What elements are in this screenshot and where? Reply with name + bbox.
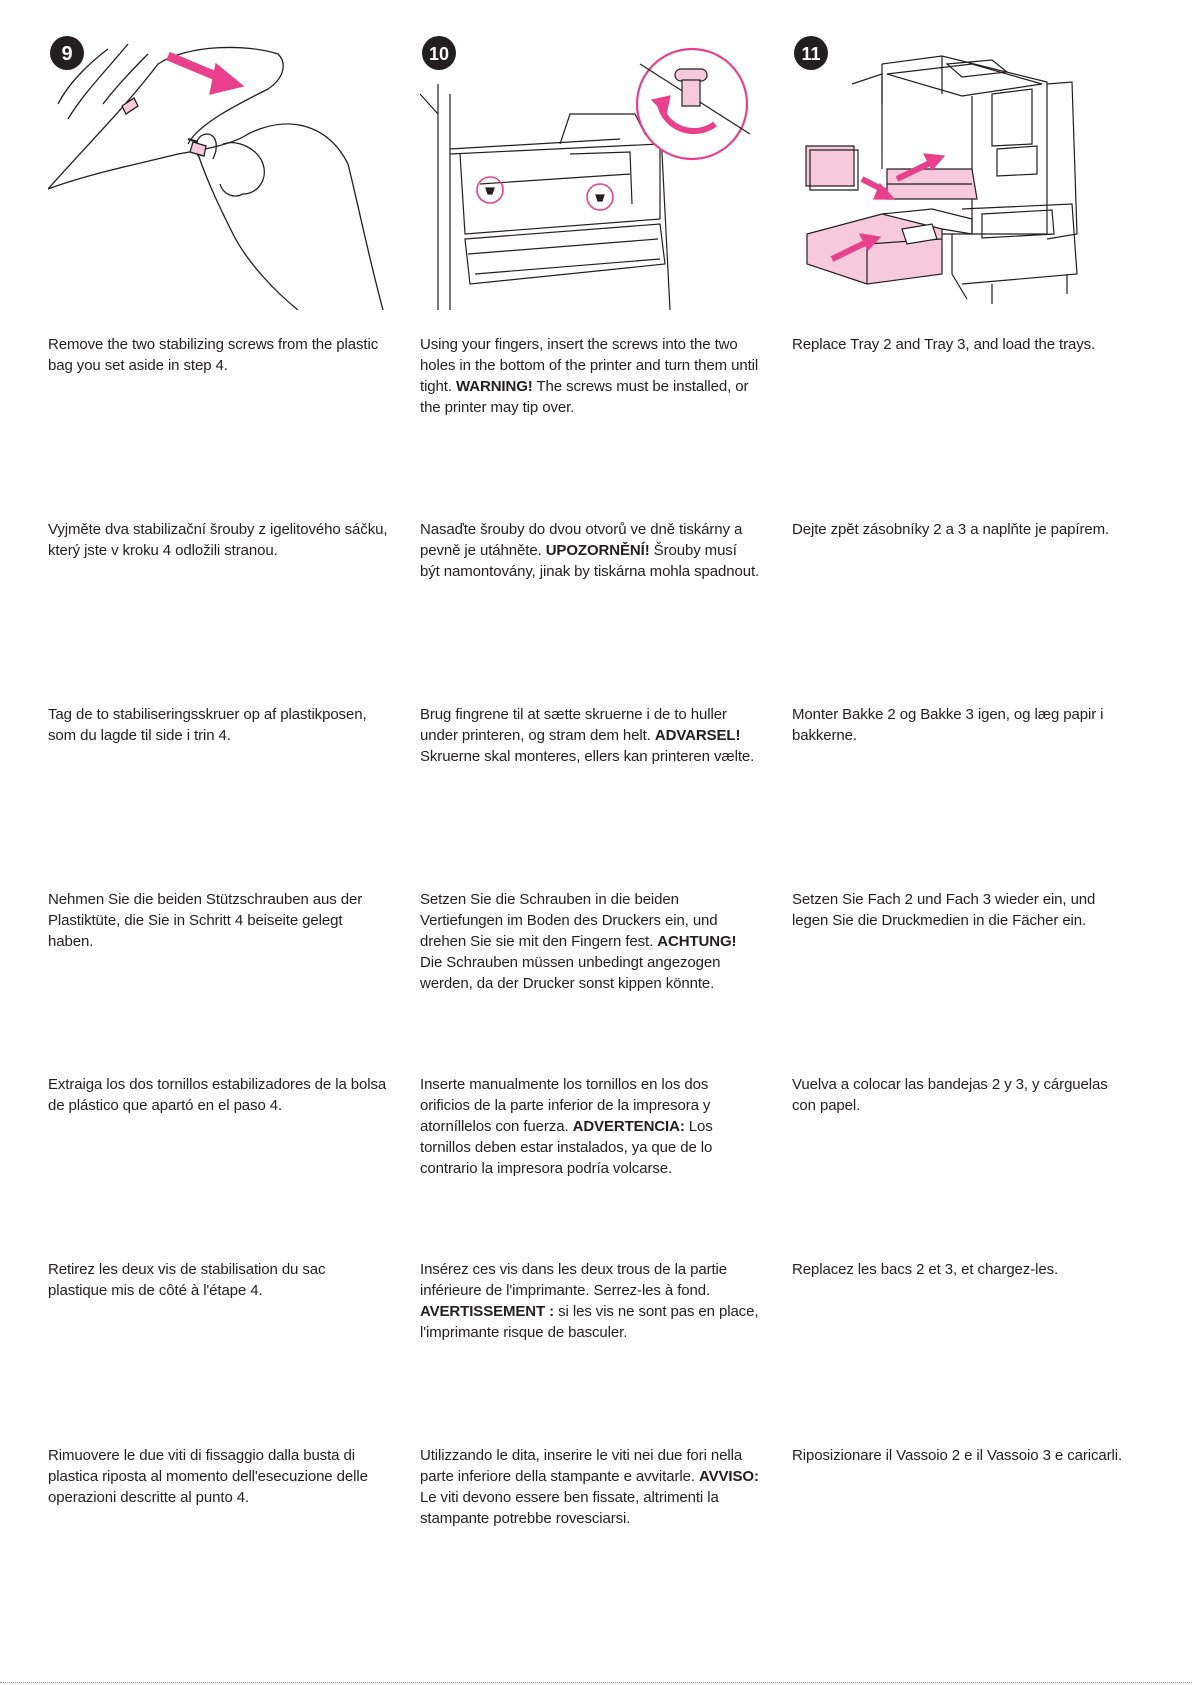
step-11-text-fr: Replacez les bacs 2 et 3, et chargez-les. [792, 1261, 1059, 1278]
warning-text: si les vis ne sont pas en place, l'imprimante risque de basculer. [420, 1303, 759, 1341]
step-10-text-da [420, 704, 760, 767]
warning-label: ADVARSEL! [654, 727, 741, 744]
printer-base-screw-holes-icon [420, 34, 760, 310]
step-number-11: 11 [801, 44, 821, 64]
warning-label: ACHTUNG! [657, 933, 737, 950]
step-11-text-cs: Dejte zpět zásobníky 2 a 3 a naplňte je papírem. [792, 521, 1110, 538]
printer-trays-icon [792, 34, 1132, 310]
instruction-text: Nasaďte šrouby do dvou otvorů ve dně tiskárny a pevně je utáhněte. [420, 521, 743, 559]
warning-text: Los tornillos deben estar instalados, ya que de lo contrario la impresora podría volcarse. [420, 1118, 713, 1177]
step-10-text-cs [420, 519, 760, 582]
step-9-text-de: Nehmen Sie die beiden Stützschrauben aus der Plastiktüte, die Sie in Schritt 4 beiseite gelegt haben. [48, 891, 363, 950]
step-9-text-it: Rimuovere le due viti di fissaggio dalla busta di plastica riposta al momento dell'esecuzione delle operazioni descritte al punto 4. [48, 1447, 368, 1506]
step-11-text-de: Setzen Sie Fach 2 und Fach 3 wieder ein, und legen Sie die Druckmedien in die Fächer ein. [792, 891, 1096, 929]
step-11-text-en: Replace Tray 2 and Tray 3, and load the trays. [792, 336, 1096, 353]
step-11-text-es: Vuelva a colocar las bandejas 2 y 3, y cárguelas con papel. [792, 1076, 1108, 1114]
hand-holding-screw-icon [48, 34, 388, 310]
warning-text: Die Schrauben müssen unbedingt angezogen werden, da der Drucker sonst kippen könnte. [420, 954, 721, 992]
warning-label: UPOZORNĚNÍ! [545, 542, 650, 559]
instruction-text: Setzen Sie die Schrauben in die beiden Vertiefungen im Boden des Druckers ein, und drehen Sie sie mit den Fingern fest. [420, 891, 718, 950]
instruction-text: Utilizzando le dita, inserire le viti nei due fori nella parte inferiore della stampante e avvitarle. [420, 1447, 743, 1485]
warning-label: WARNING! [456, 378, 533, 395]
step-11-text-da: Monter Bakke 2 og Bakke 3 igen, og læg papir i bakkerne. [792, 706, 1104, 744]
step-number-10: 10 [428, 44, 450, 64]
warning-label: ADVERTENCIA: [572, 1118, 685, 1135]
step-10-text-es [420, 1074, 760, 1179]
warning-text: Skruerne skal monteres, ellers kan printeren vælte. [420, 748, 755, 765]
step-10-text-de [420, 889, 760, 994]
warning-text: The screws must be installed, or the printer may tip over. [420, 378, 749, 416]
step-9-text-cs: Vyjměte dva stabilizační šrouby z igelitového sáčku, který jste v kroku 4 odložili stranou. [48, 521, 388, 559]
instruction-text: Insérez ces vis dans les deux trous de la partie inférieure de l'imprimante. Serrez-les à fond. [420, 1261, 728, 1299]
step-11-text-it: Riposizionare il Vassoio 2 e il Vassoio 3 e caricarli. [792, 1447, 1123, 1464]
step-9-text-en: Remove the two stabilizing screws from the plastic bag you set aside in step 4. [48, 336, 379, 374]
step-number-9: 9 [61, 43, 73, 65]
step-10-text-en [420, 334, 760, 418]
bottom-rule [0, 1682, 1192, 1683]
instruction-text: Using your fingers, insert the screws into the two holes in the bottom of the printer and turn them until tight. [420, 336, 759, 395]
instruction-text: Brug fingrene til at sætte skruerne i de to huller under printeren, og stram dem helt. [420, 706, 727, 744]
warning-label: AVERTISSEMENT : [420, 1303, 555, 1320]
step-10-text-it [420, 1445, 760, 1529]
step-10-text-fr [420, 1259, 760, 1343]
instruction-text: Inserte manualmente los tornillos en los dos orificios de la parte inferior de la impresora y atorníllelos con fuerza. [420, 1076, 711, 1135]
warning-label: AVVISO: [698, 1468, 759, 1485]
step-9-text-fr: Retirez les deux vis de stabilisation du sac plastique mis de côté à l'étape 4. [48, 1261, 326, 1299]
warning-text: Šrouby musí být namontovány, jinak by tiskárna mohla spadnout. [420, 542, 760, 580]
warning-text: Le viti devono essere ben fissate, altrimenti la stampante potrebbe rovesciarsi. [420, 1489, 719, 1527]
step-9-text-da: Tag de to stabiliseringsskruer op af plastikposen, som du lagde til side i trin 4. [48, 706, 367, 744]
step-9-text-es: Extraiga los dos tornillos estabilizadores de la bolsa de plástico que apartó en el paso 4. [48, 1076, 387, 1114]
